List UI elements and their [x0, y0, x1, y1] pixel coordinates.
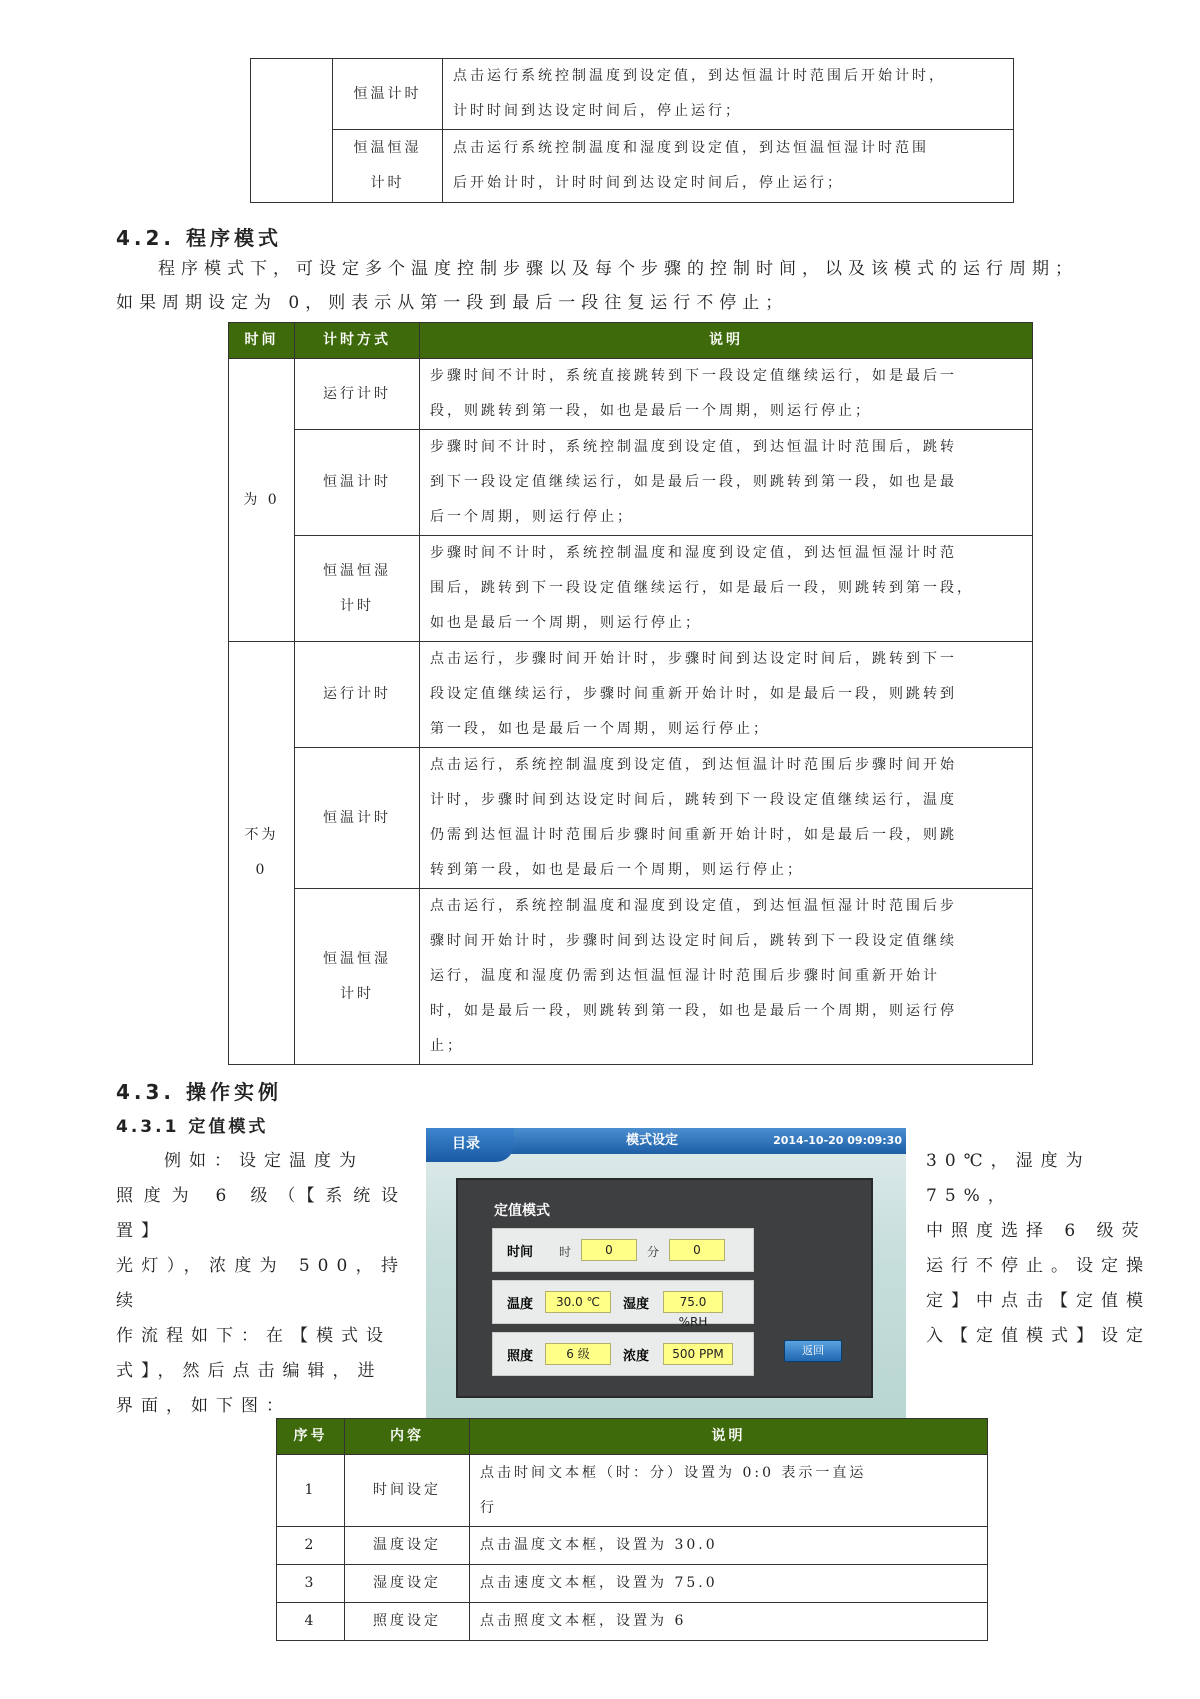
- description-cell: 步骤时间不计时，系统控制温度和湿度到设定值，到达恒温恒湿计时范 围后，跳转到下一段设定值继续运行，如是最后一段，则跳转到第一段， 如也是最后一个周期，则运行停止；: [420, 536, 1033, 642]
- step-number: 1: [277, 1455, 345, 1527]
- minute-label: 分: [647, 1245, 660, 1259]
- example-text-right: [926, 1144, 1156, 1354]
- description-cell: 步骤时间不计时，系统控制温度到设定值，到达恒温计时范围后，跳转 到下一段设定值继续运行，如是最后一段，则跳转到第一段，如也是最 后一个周期，则运行停止；: [420, 430, 1033, 536]
- text-line: 例如：设定温度为: [164, 1151, 364, 1171]
- step-content: 温度设定: [345, 1527, 470, 1565]
- step-content: 照度设定: [345, 1603, 470, 1641]
- step-number: 2: [277, 1527, 345, 1565]
- temperature-input[interactable]: 30.0 ℃: [545, 1291, 611, 1313]
- description-cell: 点击运行，系统控制温度和湿度到设定值，到达恒温恒湿计时范围后步 骤时间开始计时，步骤时间到达设定时间后，跳转到下一段设定值继续 运行，温度和湿度仍需到达恒温恒湿计时范围后步骤时间重新开始计 时，如是最后一段，则跳转到第一段，如也是最后一个周期，则运行停 止；: [420, 889, 1033, 1065]
- table-row: [277, 1565, 988, 1603]
- step-content: 湿度设定: [345, 1565, 470, 1603]
- humidity-label: 湿度: [623, 1297, 650, 1312]
- table-row: [229, 642, 1033, 748]
- description-cell: 步骤时间不计时，系统直接跳转到下一段设定值继续运行，如是最后一 段，则跳转到第一段，如也是最后一个周期，则运行停止；: [420, 359, 1033, 430]
- text-line: 定】中点击【定值模: [926, 1291, 1151, 1311]
- hour-input[interactable]: 0: [581, 1239, 637, 1261]
- screen-datetime: 2014-10-20 09:09:30: [773, 1134, 902, 1147]
- period-group-nonzero: 不为 0: [229, 642, 295, 1065]
- mode-cell: 运行计时: [295, 359, 420, 430]
- example-text-left: [116, 1144, 406, 1424]
- step-description: 点击速度文本框，设置为 75.0: [470, 1565, 988, 1603]
- table-row: [277, 1527, 988, 1565]
- table-row: [251, 59, 1014, 130]
- text-line: 30℃，湿度为 75%，: [926, 1151, 1091, 1206]
- paragraph-line: 如果周期设定为 0，则表示从第一段到最后一段往复运行不停止；: [116, 293, 789, 313]
- step-content: 时间设定: [345, 1455, 470, 1527]
- text-line: 作流程如下：在【模式设: [116, 1326, 391, 1346]
- program-mode-table: [228, 322, 1033, 1065]
- table-row: [277, 1603, 988, 1641]
- column-header: 序号: [277, 1419, 345, 1455]
- period-group-zero: 为 0: [229, 359, 295, 642]
- screen-title: 模式设定: [626, 1133, 679, 1148]
- mode-cell: 恒温恒湿 计时: [295, 536, 420, 642]
- step-number: 4: [277, 1603, 345, 1641]
- column-header: 计时方式: [295, 323, 420, 359]
- text-line: 中照度选择 6 级荧: [926, 1221, 1147, 1241]
- light-label: 照度: [507, 1349, 534, 1364]
- table-row: [229, 536, 1033, 642]
- mode-cell: 恒温计时: [295, 430, 420, 536]
- table-row: [251, 130, 1014, 203]
- temp-humidity-row: [492, 1280, 754, 1329]
- back-button[interactable]: 返回: [784, 1340, 842, 1362]
- light-concentration-row: [492, 1332, 754, 1376]
- mode-cell: 恒温计时: [333, 59, 443, 130]
- panel-title: 定值模式: [494, 1203, 550, 1219]
- text-line: 界面，如下图：: [116, 1396, 291, 1416]
- section-heading-4-2: 4.2. 程序模式: [116, 226, 282, 250]
- step-description: 点击照度文本框，设置为 6: [470, 1603, 988, 1641]
- column-header: 内容: [345, 1419, 470, 1455]
- hour-label: 时: [559, 1245, 572, 1259]
- table-row: [229, 748, 1033, 889]
- section-heading-4-3: 4.3. 操作实例: [116, 1080, 282, 1104]
- mode-cell: 运行计时: [295, 642, 420, 748]
- description-cell: 点击运行系统控制温度和湿度到设定值，到达恒温恒湿计时范围 后开始计时，计时时间到达设定时间后，停止运行；: [443, 130, 1014, 203]
- time-row: [492, 1228, 754, 1272]
- step-description: 点击温度文本框，设置为 30.0: [470, 1527, 988, 1565]
- column-header: 说明: [470, 1419, 988, 1455]
- fixed-mode-panel: [456, 1178, 873, 1398]
- table-row: [277, 1455, 988, 1527]
- concentration-input[interactable]: 500 PPM: [663, 1343, 733, 1365]
- description-cell: 点击运行系统控制温度到设定值，到达恒温计时范围后开始计时， 计时时间到达设定时间后，停止运行；: [443, 59, 1014, 130]
- time-label: 时间: [507, 1245, 534, 1260]
- mode-cell: 恒温计时: [295, 748, 420, 889]
- setup-steps-table: [276, 1418, 988, 1641]
- description-cell: 点击运行，系统控制温度到设定值，到达恒温计时范围后步骤时间开始 计时，步骤时间到达设定时间后，跳转到下一段设定值继续运行，温度 仍需到达恒温计时范围后步骤时间重新开始计时，如是最后一段，则跳 转到第一段，如也是最后一个周期，则运行停止；: [420, 748, 1033, 889]
- concentration-label: 浓度: [623, 1349, 650, 1364]
- light-level-input[interactable]: 6 级: [545, 1343, 611, 1365]
- minute-input[interactable]: 0: [669, 1239, 725, 1261]
- menu-tab[interactable]: 目录: [426, 1128, 514, 1162]
- table-row: [229, 889, 1033, 1065]
- description-cell: 点击运行，步骤时间开始计时，步骤时间到达设定时间后，跳转到下一 段设定值继续运行，步骤时间重新开始计时，如是最后一段，则跳转到 第一段，如也是最后一个周期，则运行停止；: [420, 642, 1033, 748]
- temperature-label: 温度: [507, 1297, 534, 1312]
- table-row: [229, 430, 1033, 536]
- text-line: 式】，然后点击编辑，进: [116, 1361, 383, 1381]
- mode-cell: 恒温恒湿 计时: [295, 889, 420, 1065]
- table-cell-empty: [251, 59, 333, 203]
- text-line: 照度为 6 级（【系统设置】: [116, 1186, 406, 1241]
- step-description: 点击时间文本框（时：分）设置为 0:0 表示一直运 行: [470, 1455, 988, 1527]
- table-row: [229, 359, 1033, 430]
- timing-mode-table-continued: [250, 58, 1014, 203]
- column-header: 时间: [229, 323, 295, 359]
- mode-cell: 恒温恒湿 计时: [333, 130, 443, 203]
- mode-setting-screenshot: [426, 1128, 906, 1418]
- step-number: 3: [277, 1565, 345, 1603]
- humidity-input[interactable]: 75.0 %RH: [663, 1291, 723, 1313]
- paragraph-line: 程序模式下，可设定多个温度控制步骤以及每个步骤的控制时间，以及该模式的运行周期；: [158, 259, 1078, 279]
- subsection-heading-4-3-1: 4.3.1 定值模式: [116, 1117, 269, 1137]
- column-header: 说明: [420, 323, 1033, 359]
- text-line: 入【定值模式】设定: [926, 1326, 1151, 1346]
- text-line: 光灯），浓度为 500，持续: [116, 1256, 406, 1311]
- text-line: 运行不停止。设定操: [926, 1256, 1151, 1276]
